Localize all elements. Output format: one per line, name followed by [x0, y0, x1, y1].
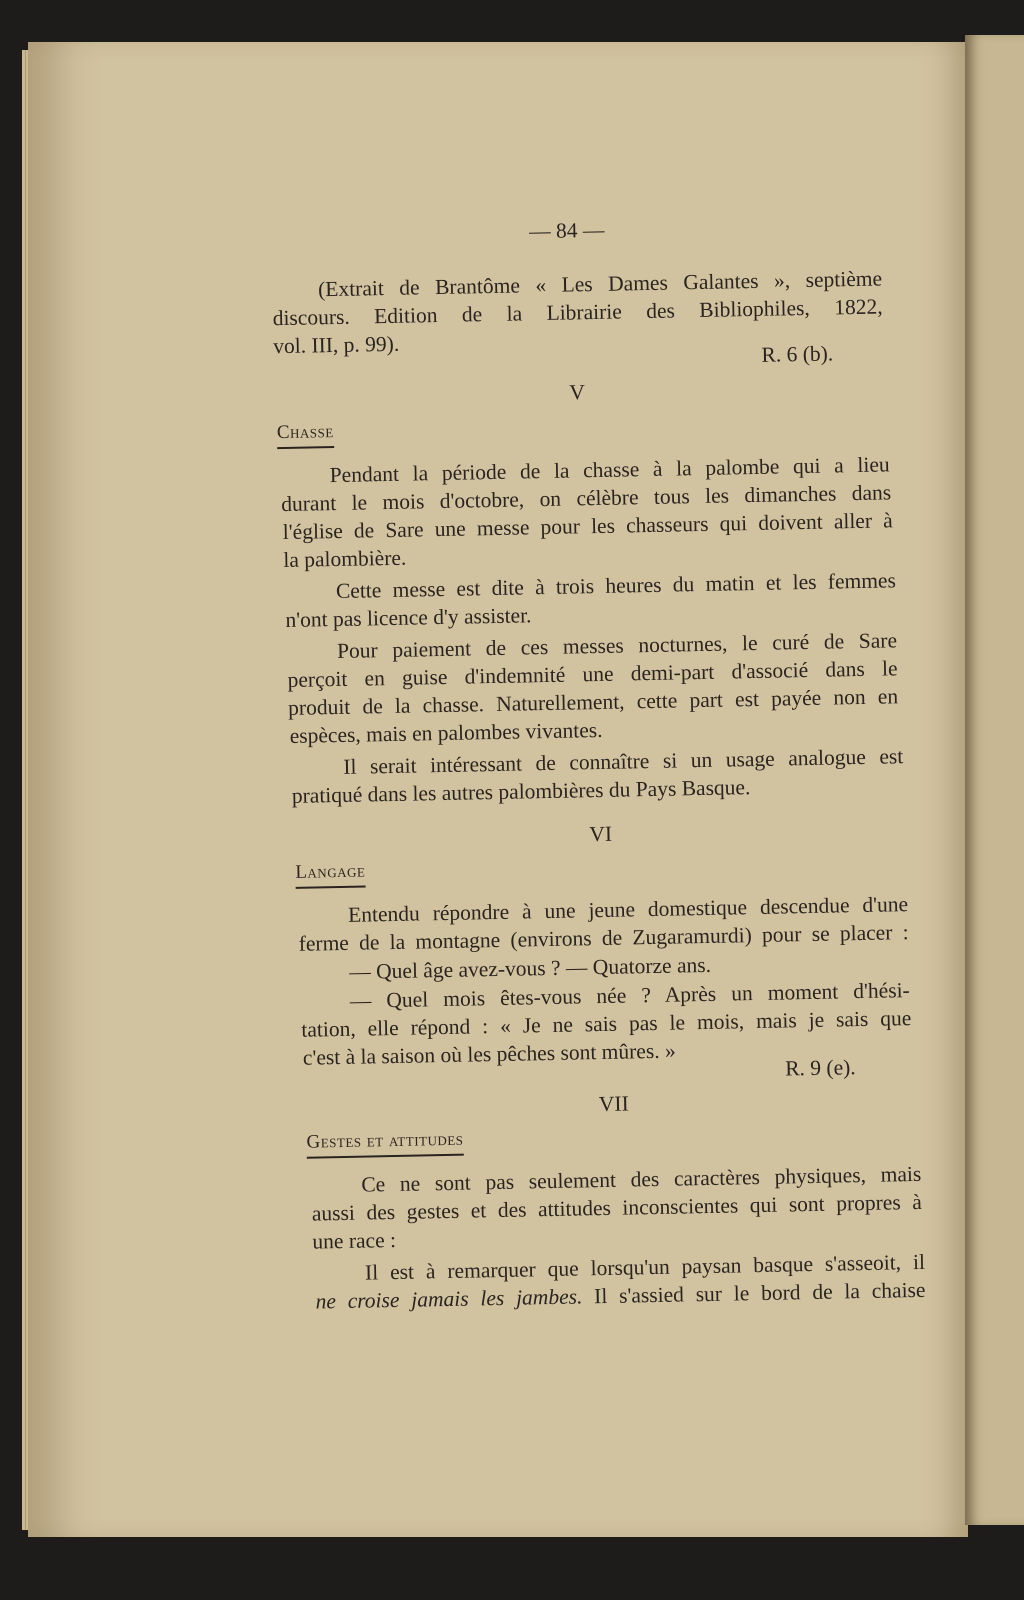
italic-phrase: ne croise jamais les jambes. [315, 1284, 583, 1314]
text-line: ferme de la montagne (environs de Zugaramurdi) pour se placer : [298, 920, 909, 956]
section-heading: Langage [295, 861, 366, 889]
text-line: n'ont pas licence d'y assister. [285, 603, 532, 633]
text-line: perçoit en guise d'indemnité une demi-part d'associé dans le [287, 656, 898, 692]
text-line: espèces, mais en palombes vivantes. [289, 717, 603, 748]
text-line: la palombière. [283, 545, 407, 573]
text-line: aussi des gestes et des attitudes inconscientes qui sont propres à [311, 1189, 923, 1226]
text-line: Il est à remarquer que lorsqu'un paysan basque s'asseoit, il [364, 1249, 926, 1285]
text-line: c'est à la saison où les pêches sont mûres. » [302, 1038, 676, 1070]
page-number: — 84 — [528, 217, 605, 244]
text-line: l'église de Sare une messe pour les chasseurs qui doivent aller à [282, 508, 893, 545]
section-numeral: V [569, 380, 586, 405]
section-numeral: VII [598, 1091, 629, 1117]
text-line: Cette messe est dite à trois heures du matin et les femmes [335, 568, 897, 604]
section-heading: Chasse [277, 421, 334, 449]
text-line: Pendant la période de la chasse à la palombe qui a lieu [329, 452, 890, 488]
text-line: pratiqué dans les autres palombières du Pays Basque. [291, 775, 751, 808]
text-line: durant le mois d'octobre, on célèbre tous les dimanches dans [281, 480, 892, 517]
text-line: produit de la chasse. Naturellement, cette part est payée non en [287, 684, 899, 720]
section-numeral: VI [589, 821, 613, 847]
text-line: Entendu répondre à une jeune domestique descendue d'une [347, 892, 909, 927]
text-line: tation, elle répond : « Je ne sais pas le mois, mais je sais que [301, 1006, 912, 1042]
text-line: une race : [312, 1228, 397, 1254]
text-fragment: Il s'assied sur le bord de la chaise [582, 1277, 926, 1309]
quote-line: discours. Edition de la Librairie des Bibliophiles, 1822, [272, 294, 883, 331]
section-heading: Gestes et attitudes [306, 1129, 463, 1159]
reference: R. 6 (b). [761, 341, 834, 367]
text-line: Ce ne sont pas seulement des caractères physiques, mais [361, 1161, 922, 1197]
text-line: Pour paiement de ces messes nocturnes, le curé de Sare [336, 628, 898, 664]
quote-line: vol. III, p. 99). [272, 331, 400, 359]
text-line: — Quel mois êtes-vous née ? Après un moment d'hési- [349, 978, 910, 1013]
text-line: — Quel âge avez-vous ? — Quatorze ans. [349, 952, 712, 984]
reference: R. 9 (e). [784, 1055, 856, 1081]
quote-line: (Extrait de Brantôme « Les Dames Galantes », septième [317, 266, 883, 302]
text-line: Il serait intéressant de connaître si un usage analogue est [343, 744, 904, 779]
